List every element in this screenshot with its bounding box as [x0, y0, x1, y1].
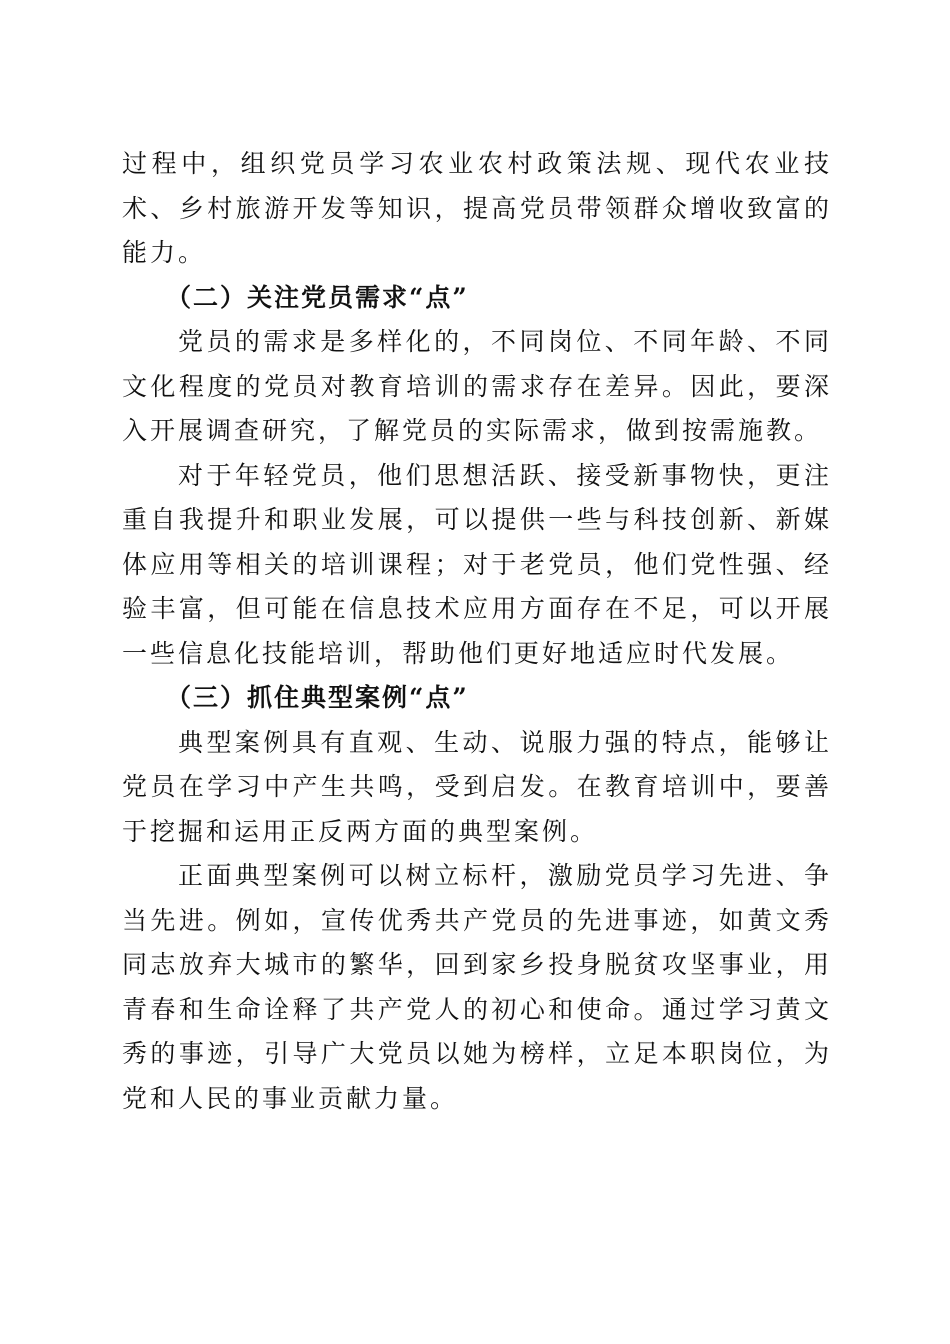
- paragraph: 党员的需求是多样化的，不同岗位、不同年龄、不同文化程度的党员对教育培训的需求存在差异。因此，要深入开展调查研究，了解党员的实际需求，做到按需施教。: [122, 327, 832, 445]
- paragraph: 正面典型案例可以树立标杆，激励党员学习先进、争当先进。例如，宣传优秀共产党员的先进事迹，如黄文秀同志放弃大城市的繁华，回到家乡投身脱贫攻坚事业，用青春和生命诠释了共产党人的初心和使命。通过学习黄文秀的事迹，引导广大党员以她为榜样，立足本职岗位，为党和人民的事业贡献力量。: [122, 861, 832, 1113]
- document-body: [122, 142, 832, 1121]
- section-heading-2: （二）关注党员需求“点”: [166, 282, 469, 312]
- paragraph: 典型案例具有直观、生动、说服力强的特点，能够让党员在学习中产生共鸣，受到启发。在教育培训中，要善于挖掘和运用正反两方面的典型案例。: [122, 727, 832, 846]
- paragraph: 对于年轻党员，他们思想活跃、接受新事物快，更注重自我提升和职业发展，可以提供一些与科技创新、新媒体应用等相关的培训课程；对于老党员，他们党性强、经验丰富，但可能在信息技术应用方面存在不足，可以开展一些信息化技能培训，帮助他们更好地适应时代发展。: [122, 460, 832, 668]
- section-heading-3: （三）抓住典型案例“点”: [166, 683, 469, 712]
- paragraph-continued: 过程中，组织党员学习农业农村政策法规、现代农业技术、乡村旅游开发等知识，提高党员带领群众增收致富的能力。: [122, 149, 832, 267]
